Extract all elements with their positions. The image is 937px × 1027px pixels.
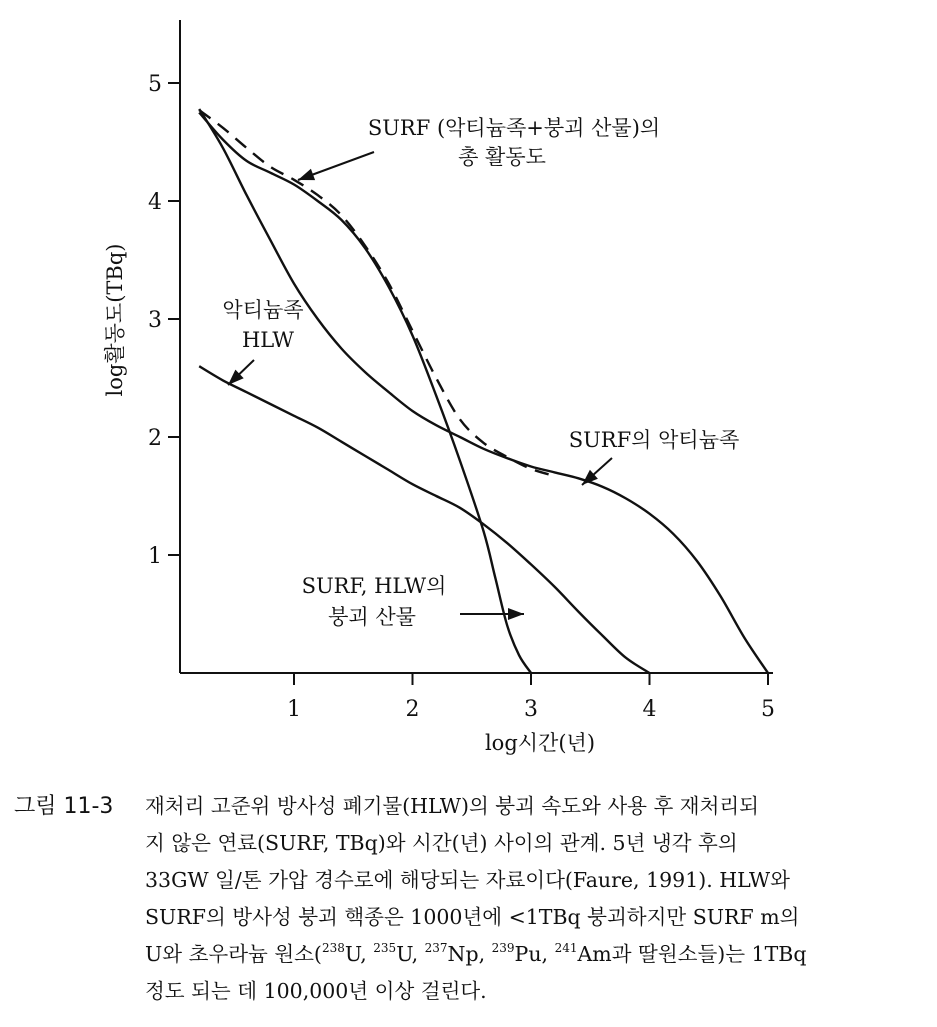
series-hlw-actinides <box>199 366 649 673</box>
caption-text: U, <box>396 942 425 966</box>
figure-caption-body <box>145 788 920 1010</box>
x-axis-label: log시간(년) <box>484 731 596 755</box>
x-tick-label: 1 <box>287 697 301 722</box>
annotation-decay-products-line1: SURF, HLW의 <box>301 574 447 598</box>
caption-text: Pu, <box>514 942 555 966</box>
mass-number: 238 <box>321 941 345 955</box>
caption-line: 정도 되는 데 100,000년 이상 걸린다. <box>145 979 487 1003</box>
chart-arrows <box>228 152 612 620</box>
annotation-total-activity-line1: SURF (악티늄족+붕괴 산물)의 <box>367 116 661 140</box>
x-tick-label: 2 <box>405 697 420 722</box>
caption-line: 재처리 고준위 방사성 폐기물(HLW)의 붕괴 속도와 사용 후 재처리되 <box>145 794 759 818</box>
annotation-hlw-actinides-line1: 악티늄족 <box>222 298 304 322</box>
caption-line: SURF의 방사성 붕괴 핵종은 1000년에 <1TBq 붕괴하지만 SURF m의 <box>145 905 800 929</box>
y-axis-label: log활동도(TBq) <box>103 243 127 397</box>
caption-line: 33GW 일/톤 가압 경수로에 해당되는 자료이다(Faure, 1991). HLW와 <box>145 868 790 892</box>
mass-number: 239 <box>491 941 515 955</box>
annotation-hlw-actinides-line2: HLW <box>241 328 295 352</box>
caption-text: U와 초우라늄 원소( <box>145 942 322 966</box>
annotation-decay-products-line2: 붕괴 산물 <box>328 605 416 629</box>
caption-text: Np, <box>447 942 492 966</box>
y-tick-label: 1 <box>148 544 162 569</box>
annotation-surf-actinides: SURF의 악티늄족 <box>568 428 740 452</box>
y-tick-label: 2 <box>148 426 162 451</box>
chart-ticks <box>148 72 775 722</box>
y-tick-label: 4 <box>148 190 162 215</box>
y-tick-label: 5 <box>148 72 162 97</box>
y-tick-label: 3 <box>148 308 162 333</box>
mass-number: 235 <box>373 941 397 955</box>
mass-number: 241 <box>554 941 578 955</box>
series-surf-actinides <box>199 109 768 673</box>
annotation-total-activity-line2: 총 활동도 <box>458 145 546 169</box>
caption-line: 지 않은 연료(SURF, TBq)와 시간(년) 사이의 관계. 5년 냉각 후의 <box>145 831 738 855</box>
x-tick-label: 5 <box>761 697 775 722</box>
caption-line-isotopes <box>145 936 920 973</box>
figure-caption-label: 그림 11-3 <box>14 794 114 819</box>
x-tick-label: 4 <box>642 697 657 722</box>
arrow-total-activity-head <box>298 169 315 180</box>
chart-series-group <box>199 109 768 673</box>
arrow-decay-products-head <box>508 608 524 620</box>
caption-text: Am과 딸원소들)는 1TBq <box>577 942 807 966</box>
caption-text: U, <box>344 942 374 966</box>
x-tick-label: 3 <box>524 697 538 722</box>
mass-number: 237 <box>424 941 448 955</box>
